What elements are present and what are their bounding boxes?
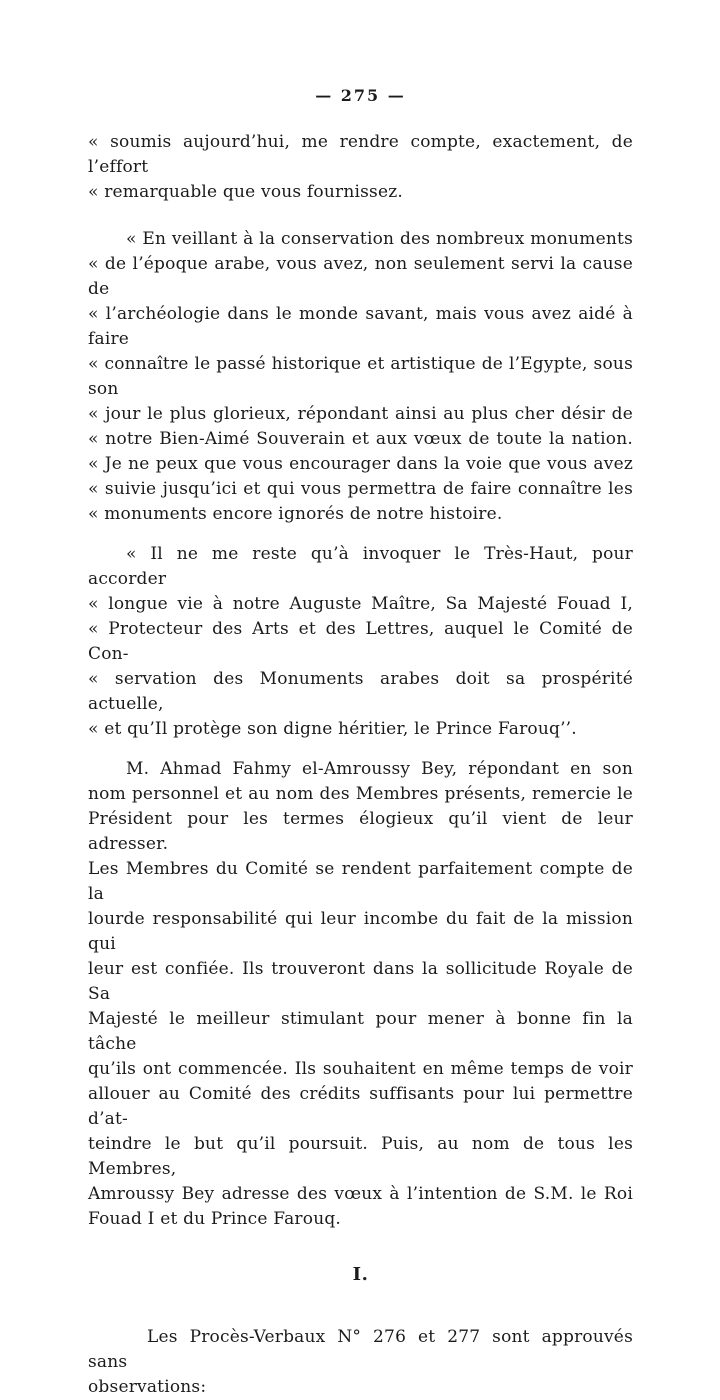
text-line: Président pour les termes élogieux qu’il vient de leur adresser. xyxy=(88,809,633,854)
text-line: « longue vie à notre Auguste Maître, Sa Majesté Fouad I, xyxy=(88,594,633,614)
text-line: « monuments encore ignorés de notre histoire. xyxy=(88,504,503,524)
text-line: teindre le but qu’il poursuit. Puis, au nom de tous les Membres, xyxy=(88,1134,633,1179)
text-line: nom personnel et au nom des Membres présents, remercie le xyxy=(88,784,633,804)
text-line: « suivie jusqu’ici et qui vous permettra de faire connaître les xyxy=(88,479,633,499)
paragraph xyxy=(88,1325,633,1400)
page-number: — 275 — xyxy=(315,86,406,105)
paragraph xyxy=(88,227,633,527)
text-line: « servation des Monuments arabes doit sa prospérité actuelle, xyxy=(88,669,633,714)
text-line: « jour le plus glorieux, répondant ainsi au plus cher désir de xyxy=(88,404,633,424)
text-line: « notre Bien-Aimé Souverain et aux vœux de toute la nation. xyxy=(88,429,633,449)
text-line: lourde responsabilité qui leur incombe du fait de la mission qui xyxy=(88,909,633,954)
text-line: Majesté le meilleur stimulant pour mener à bonne fin la tâche xyxy=(88,1009,633,1054)
text-line: « remarquable que vous fournissez. xyxy=(88,182,403,202)
section-heading: I. xyxy=(352,1264,369,1285)
text-line: « soumis aujourd’hui, me rendre compte, exactement, de l’effort xyxy=(88,132,633,177)
paragraph xyxy=(88,130,633,205)
text-line: allouer au Comité des crédits suffisants pour lui permettre d’at- xyxy=(88,1084,633,1129)
text-line: Fouad I et du Prince Farouq. xyxy=(88,1209,342,1229)
text-line: Les Membres du Comité se rendent parfaitement compte de la xyxy=(88,859,633,904)
text-line: « connaître le passé historique et artistique de l’Egypte, sous son xyxy=(88,354,633,399)
text-line: qu’ils ont commencée. Ils souhaitent en même temps de voir xyxy=(88,1059,633,1079)
text-line: Les Procès-Verbaux N° 276 et 277 sont approuvés sans xyxy=(88,1327,633,1372)
text-line: observations: xyxy=(88,1377,207,1397)
text-line: « l’archéologie dans le monde savant, mais vous avez aidé à faire xyxy=(88,304,633,349)
text-line: Amroussy Bey adresse des vœux à l’intention de S.M. le Roi xyxy=(88,1184,633,1204)
paragraph xyxy=(88,542,633,742)
text-line: « Protecteur des Arts et des Lettres, auquel le Comité de Con- xyxy=(88,619,633,664)
paragraph xyxy=(88,757,633,1232)
text-line: « Je ne peux que vous encourager dans la voie que vous avez xyxy=(88,454,633,474)
text-line: « de l’époque arabe, vous avez, non seulement servi la cause de xyxy=(88,254,633,299)
text-line: leur est confiée. Ils trouveront dans la sollicitude Royale de Sa xyxy=(88,959,633,1004)
page-body xyxy=(88,130,633,1400)
text-line: M. Ahmad Fahmy el-Amroussy Bey, répondant en son xyxy=(126,759,633,779)
text-line: « En veillant à la conservation des nombreux monuments xyxy=(126,229,633,249)
text-line: « Il ne me reste qu’à invoquer le Très-Haut, pour accorder xyxy=(88,544,633,589)
text-line: « et qu’Il protège son digne héritier, le Prince Farouq’’. xyxy=(88,719,577,739)
